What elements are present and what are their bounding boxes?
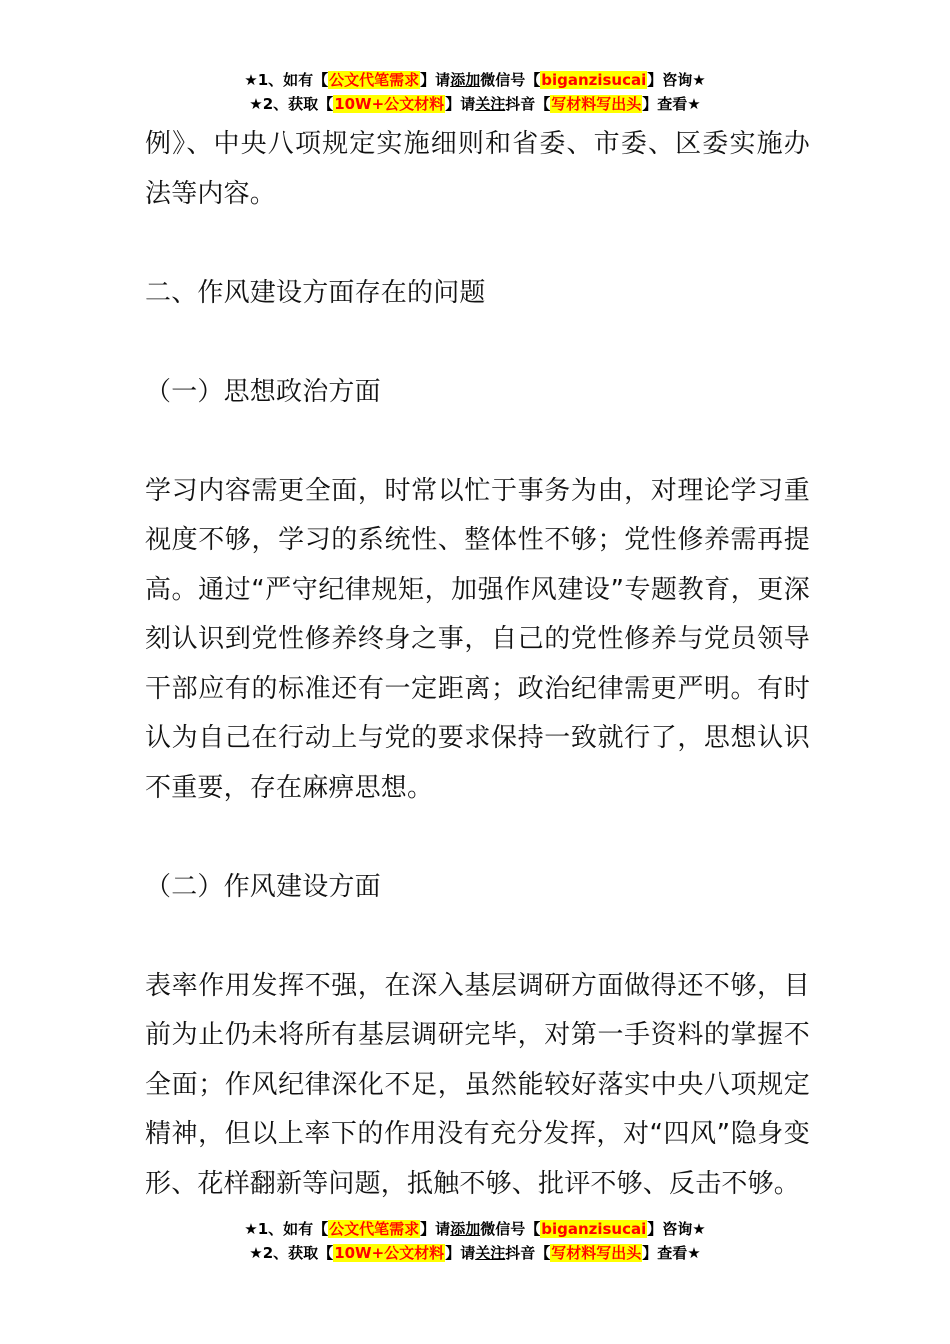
promo-text: 】请 <box>445 95 476 113</box>
promo-highlight: 10W+公文材料 <box>334 95 445 113</box>
promo-text: ★2、获取【 <box>249 95 334 113</box>
promo-text: 】请 <box>420 71 451 89</box>
promo-text: 】请 <box>420 1220 451 1238</box>
paragraph: 学习内容需更全面，时常以忙于事务为由，对理论学习重视度不够，学习的系统性、整体性不够；党性修养需再提高。通过“严守纪律规矩，加强作风建设”专题教育，更深刻认识到党性修养终身之事，自己的党性修养与党员领导干部应有的标准还有一定距离；政治纪律需更严明。有时认为自己在行动上与党的要求保持一致就行了，思想认识不重要，存在麻痹思想。 <box>145 475 810 803</box>
promo-text: 微信号【 <box>480 71 541 89</box>
promo-highlight: biganzisucai <box>541 71 647 89</box>
promo-line-1 <box>0 68 950 92</box>
promo-line-2 <box>0 92 950 116</box>
promo-highlight: 写材料写出头 <box>551 95 642 113</box>
section-heading: 二、作风建设方面存在的问题 <box>145 277 486 308</box>
promo-line-1 <box>0 1217 950 1241</box>
promo-text: 】请 <box>445 1244 476 1262</box>
promo-text: 】咨询★ <box>647 71 706 89</box>
promo-banner-bottom <box>0 1217 950 1265</box>
promo-text: 微信号【 <box>480 1220 541 1238</box>
promo-underlined-text: 添加 <box>450 71 481 89</box>
promo-highlight: 10W+公文材料 <box>334 1244 445 1262</box>
promo-underlined-text: 关注 <box>475 1244 506 1262</box>
promo-text: ★2、获取【 <box>249 1244 334 1262</box>
promo-line-2 <box>0 1241 950 1265</box>
promo-text: ★1、如有【 <box>244 71 329 89</box>
promo-text: 】查看★ <box>642 1244 701 1262</box>
promo-highlight: biganzisucai <box>541 1220 647 1238</box>
document-body <box>145 120 810 1209</box>
promo-highlight: 公文代笔需求 <box>329 71 420 89</box>
promo-text: 抖音【 <box>505 1244 551 1262</box>
promo-highlight: 写材料写出头 <box>551 1244 642 1262</box>
promo-banner-top <box>0 68 950 116</box>
paragraph-continued: 例》、中央八项规定实施细则和省委、市委、区委实施办法等内容。 <box>145 129 810 209</box>
promo-underlined-text: 关注 <box>475 95 506 113</box>
paragraph: 表率作用发挥不强，在深入基层调研方面做得还不够，目前为止仍未将所有基层调研完毕，对第一手资料的掌握不全面；作风纪律深化不足，虽然能较好落实中央八项规定精神，但以上率下的作用没有充分发挥，对“四风”隐身变形、花样翻新等问题，抵触不够、批评不够、反击不够。 <box>145 970 810 1199</box>
promo-text: 】咨询★ <box>647 1220 706 1238</box>
promo-text: ★1、如有【 <box>244 1220 329 1238</box>
subsection-heading: （二）作风建设方面 <box>145 871 381 902</box>
promo-underlined-text: 添加 <box>450 1220 481 1238</box>
subsection-heading: （一）思想政治方面 <box>145 376 381 407</box>
promo-highlight: 公文代笔需求 <box>329 1220 420 1238</box>
promo-text: 抖音【 <box>505 95 551 113</box>
promo-text: 】查看★ <box>642 95 701 113</box>
